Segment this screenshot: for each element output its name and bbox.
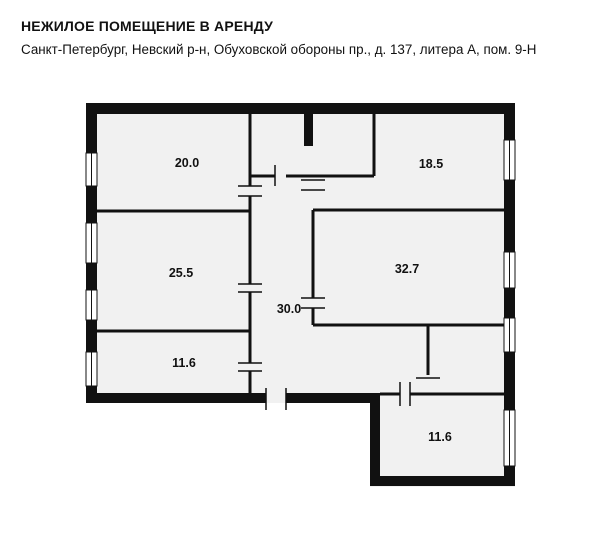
room-area-label: 11.6 <box>172 356 196 370</box>
bottom-wall-middle <box>286 393 380 403</box>
partition-stub <box>304 114 313 146</box>
top-wall <box>86 103 515 114</box>
main-floor <box>86 103 515 403</box>
room-area-label: 30.0 <box>276 302 302 316</box>
plan-address: Санкт-Петербург, Невский р-н, Обуховской обороны пр., д. 137, литера А, пом. 9-Н <box>21 42 537 57</box>
room-area-label: 32.7 <box>394 262 420 276</box>
room-area-label: 11.6 <box>428 430 452 444</box>
bottom-wall-left <box>86 393 266 403</box>
annex-bottom-wall <box>370 476 515 486</box>
annex-left-wall <box>370 393 380 486</box>
room-area-label: 20.0 <box>174 156 200 170</box>
room-area-label: 25.5 <box>168 266 194 280</box>
room-area-label: 18.5 <box>418 157 444 171</box>
plan-title: НЕЖИЛОЕ ПОМЕЩЕНИЕ В АРЕНДУ <box>21 18 274 34</box>
